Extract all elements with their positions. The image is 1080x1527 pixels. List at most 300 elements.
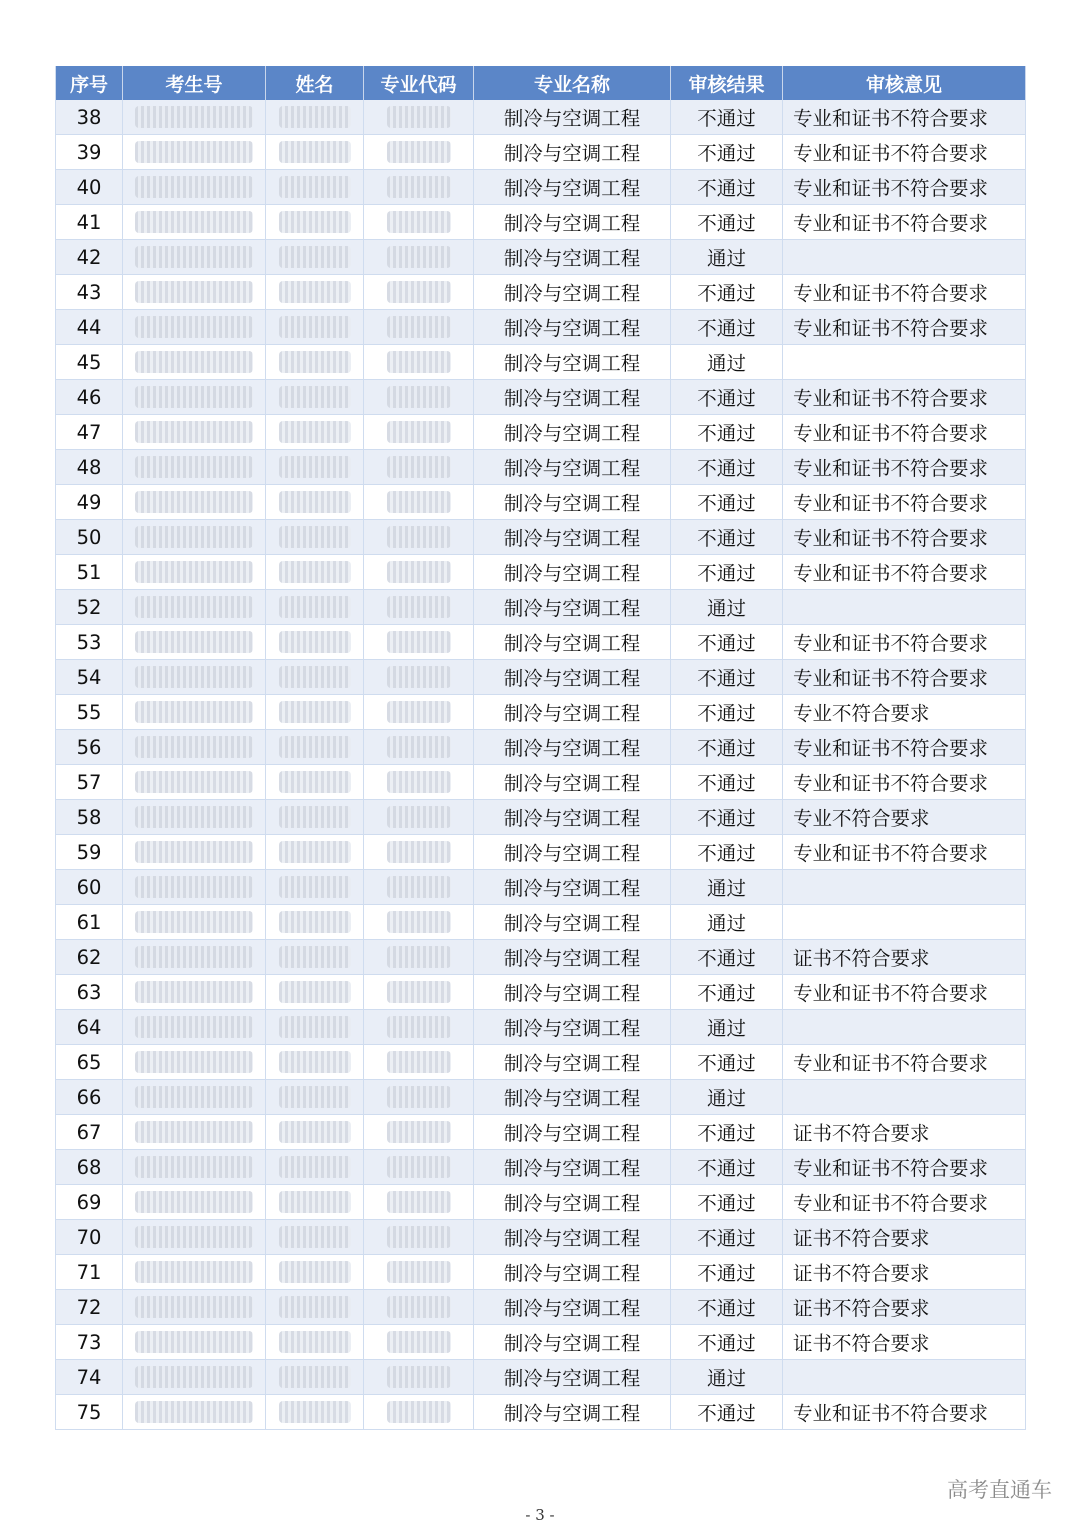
cell-remark: 证书不符合要求: [783, 1220, 1026, 1255]
cell-major-code-redacted: [364, 1360, 474, 1395]
table-row: [56, 1080, 1026, 1115]
redacted-blur: [387, 1296, 451, 1318]
cell-exam-id-redacted: [123, 1255, 266, 1290]
redacted-blur: [387, 666, 451, 688]
cell-seq: 73: [56, 1325, 123, 1360]
cell-major-name: 制冷与空调工程: [474, 765, 671, 800]
cell-name-redacted: [266, 905, 364, 940]
cell-major-name: 制冷与空调工程: [474, 240, 671, 275]
table-row: [56, 450, 1026, 485]
cell-major-code-redacted: [364, 135, 474, 170]
cell-result: 不通过: [671, 275, 783, 310]
cell-name-redacted: [266, 940, 364, 975]
cell-major-code-redacted: [364, 1150, 474, 1185]
cell-major-code-redacted: [364, 100, 474, 135]
cell-name-redacted: [266, 1010, 364, 1045]
cell-seq: 75: [56, 1395, 123, 1430]
redacted-blur: [135, 1366, 253, 1388]
cell-seq: 66: [56, 1080, 123, 1115]
cell-name-redacted: [266, 590, 364, 625]
redacted-blur: [135, 981, 253, 1003]
cell-exam-id-redacted: [123, 170, 266, 205]
cell-major-name: 制冷与空调工程: [474, 835, 671, 870]
cell-major-code-redacted: [364, 660, 474, 695]
redacted-blur: [387, 456, 451, 478]
cell-major-code-redacted: [364, 1045, 474, 1080]
table-row: [56, 345, 1026, 380]
cell-seq: 71: [56, 1255, 123, 1290]
redacted-blur: [279, 1261, 351, 1283]
cell-remark: [783, 345, 1026, 380]
cell-exam-id-redacted: [123, 555, 266, 590]
cell-exam-id-redacted: [123, 345, 266, 380]
cell-seq: 74: [56, 1360, 123, 1395]
cell-seq: 46: [56, 380, 123, 415]
redacted-blur: [279, 1086, 351, 1108]
redacted-blur: [387, 491, 451, 513]
cell-exam-id-redacted: [123, 1115, 266, 1150]
cell-major-name: 制冷与空调工程: [474, 1220, 671, 1255]
cell-name-redacted: [266, 1395, 364, 1430]
redacted-blur: [279, 456, 351, 478]
cell-remark: 专业和证书不符合要求: [783, 835, 1026, 870]
cell-exam-id-redacted: [123, 1080, 266, 1115]
redacted-blur: [387, 526, 451, 548]
cell-exam-id-redacted: [123, 310, 266, 345]
cell-remark: 专业和证书不符合要求: [783, 625, 1026, 660]
cell-major-name: 制冷与空调工程: [474, 205, 671, 240]
redacted-blur: [135, 316, 253, 338]
cell-exam-id-redacted: [123, 1360, 266, 1395]
cell-exam-id-redacted: [123, 1325, 266, 1360]
redacted-blur: [387, 736, 451, 758]
redacted-blur: [387, 281, 451, 303]
cell-major-name: 制冷与空调工程: [474, 380, 671, 415]
table-row: [56, 660, 1026, 695]
cell-exam-id-redacted: [123, 660, 266, 695]
cell-exam-id-redacted: [123, 1395, 266, 1430]
col-header-major-name: 专业名称: [474, 66, 671, 100]
cell-major-name: 制冷与空调工程: [474, 975, 671, 1010]
redacted-blur: [279, 421, 351, 443]
redacted-blur: [279, 1016, 351, 1038]
cell-seq: 50: [56, 520, 123, 555]
cell-name-redacted: [266, 625, 364, 660]
redacted-blur: [135, 771, 253, 793]
cell-result: 不通过: [671, 1395, 783, 1430]
redacted-blur: [279, 946, 351, 968]
cell-result: 不通过: [671, 835, 783, 870]
table-row: [56, 1255, 1026, 1290]
redacted-blur: [135, 701, 253, 723]
redacted-blur: [387, 386, 451, 408]
cell-exam-id-redacted: [123, 135, 266, 170]
redacted-blur: [135, 1226, 253, 1248]
cell-remark: [783, 590, 1026, 625]
cell-major-code-redacted: [364, 1115, 474, 1150]
redacted-blur: [387, 1051, 451, 1073]
cell-name-redacted: [266, 275, 364, 310]
cell-remark: 证书不符合要求: [783, 1115, 1026, 1150]
redacted-blur: [387, 141, 451, 163]
redacted-blur: [279, 561, 351, 583]
cell-seq: 68: [56, 1150, 123, 1185]
cell-result: 不通过: [671, 1185, 783, 1220]
cell-major-name: 制冷与空调工程: [474, 625, 671, 660]
redacted-blur: [279, 141, 351, 163]
cell-name-redacted: [266, 1080, 364, 1115]
redacted-blur: [279, 596, 351, 618]
table-row: [56, 870, 1026, 905]
table-row: [56, 800, 1026, 835]
cell-name-redacted: [266, 135, 364, 170]
cell-major-code-redacted: [364, 625, 474, 660]
redacted-blur: [387, 351, 451, 373]
cell-remark: 专业和证书不符合要求: [783, 275, 1026, 310]
redacted-blur: [279, 876, 351, 898]
cell-result: 不通过: [671, 940, 783, 975]
cell-remark: 专业和证书不符合要求: [783, 1395, 1026, 1430]
cell-major-code-redacted: [364, 590, 474, 625]
redacted-blur: [279, 911, 351, 933]
cell-remark: 专业和证书不符合要求: [783, 135, 1026, 170]
cell-result: 不通过: [671, 380, 783, 415]
table-row: [56, 1220, 1026, 1255]
cell-seq: 63: [56, 975, 123, 1010]
table-row: [56, 100, 1026, 135]
cell-name-redacted: [266, 100, 364, 135]
cell-major-name: 制冷与空调工程: [474, 870, 671, 905]
cell-name-redacted: [266, 1185, 364, 1220]
col-header-name: 姓名: [266, 66, 364, 100]
redacted-blur: [387, 1121, 451, 1143]
table-row: [56, 1010, 1026, 1045]
cell-result: 通过: [671, 870, 783, 905]
cell-major-code-redacted: [364, 240, 474, 275]
cell-name-redacted: [266, 1325, 364, 1360]
table-row: [56, 765, 1026, 800]
cell-name-redacted: [266, 1360, 364, 1395]
redacted-blur: [279, 351, 351, 373]
cell-major-name: 制冷与空调工程: [474, 1360, 671, 1395]
table-row: [56, 905, 1026, 940]
redacted-blur: [387, 246, 451, 268]
cell-name-redacted: [266, 975, 364, 1010]
cell-major-code-redacted: [364, 975, 474, 1010]
cell-result: 不通过: [671, 1255, 783, 1290]
table-row: [56, 730, 1026, 765]
redacted-blur: [135, 561, 253, 583]
cell-major-name: 制冷与空调工程: [474, 1150, 671, 1185]
cell-exam-id-redacted: [123, 940, 266, 975]
col-header-major-code: 专业代码: [364, 66, 474, 100]
cell-major-code-redacted: [364, 555, 474, 590]
cell-major-name: 制冷与空调工程: [474, 905, 671, 940]
cell-seq: 69: [56, 1185, 123, 1220]
cell-name-redacted: [266, 765, 364, 800]
cell-seq: 49: [56, 485, 123, 520]
redacted-blur: [135, 631, 253, 653]
cell-exam-id-redacted: [123, 1185, 266, 1220]
table-row: [56, 1150, 1026, 1185]
cell-result: 不通过: [671, 1150, 783, 1185]
redacted-blur: [279, 771, 351, 793]
cell-exam-id-redacted: [123, 240, 266, 275]
cell-major-name: 制冷与空调工程: [474, 450, 671, 485]
cell-major-code-redacted: [364, 415, 474, 450]
cell-major-code-redacted: [364, 1185, 474, 1220]
redacted-blur: [387, 1261, 451, 1283]
redacted-blur: [135, 806, 253, 828]
cell-result: 通过: [671, 1010, 783, 1045]
cell-name-redacted: [266, 310, 364, 345]
cell-name-redacted: [266, 485, 364, 520]
cell-result: 不通过: [671, 485, 783, 520]
cell-name-redacted: [266, 170, 364, 205]
cell-major-name: 制冷与空调工程: [474, 310, 671, 345]
cell-remark: 专业和证书不符合要求: [783, 660, 1026, 695]
redacted-blur: [387, 981, 451, 1003]
redacted-blur: [135, 456, 253, 478]
cell-exam-id-redacted: [123, 1150, 266, 1185]
cell-major-code-redacted: [364, 835, 474, 870]
cell-major-code-redacted: [364, 275, 474, 310]
cell-major-code-redacted: [364, 205, 474, 240]
redacted-blur: [135, 911, 253, 933]
redacted-blur: [135, 351, 253, 373]
cell-exam-id-redacted: [123, 520, 266, 555]
table-row: [56, 835, 1026, 870]
redacted-blur: [279, 1331, 351, 1353]
cell-result: 通过: [671, 1360, 783, 1395]
redacted-blur: [135, 386, 253, 408]
cell-major-code-redacted: [364, 345, 474, 380]
cell-exam-id-redacted: [123, 695, 266, 730]
redacted-blur: [135, 106, 253, 128]
redacted-blur: [387, 211, 451, 233]
cell-major-code-redacted: [364, 485, 474, 520]
cell-major-name: 制冷与空调工程: [474, 520, 671, 555]
redacted-blur: [387, 561, 451, 583]
cell-exam-id-redacted: [123, 905, 266, 940]
table-row: [56, 555, 1026, 590]
cell-major-code-redacted: [364, 1220, 474, 1255]
redacted-blur: [387, 841, 451, 863]
redacted-blur: [387, 1401, 451, 1423]
cell-seq: 39: [56, 135, 123, 170]
cell-seq: 72: [56, 1290, 123, 1325]
redacted-blur: [135, 526, 253, 548]
table-row: [56, 940, 1026, 975]
cell-remark: 专业和证书不符合要求: [783, 380, 1026, 415]
cell-major-code-redacted: [364, 310, 474, 345]
cell-seq: 52: [56, 590, 123, 625]
table-row: [56, 1395, 1026, 1430]
cell-name-redacted: [266, 800, 364, 835]
cell-major-name: 制冷与空调工程: [474, 1080, 671, 1115]
redacted-blur: [279, 281, 351, 303]
redacted-blur: [279, 1401, 351, 1423]
page-number: - 3 -: [525, 1506, 555, 1524]
cell-name-redacted: [266, 1290, 364, 1325]
cell-result: 不通过: [671, 135, 783, 170]
redacted-blur: [135, 1261, 253, 1283]
cell-major-code-redacted: [364, 520, 474, 555]
cell-seq: 54: [56, 660, 123, 695]
cell-major-code-redacted: [364, 1325, 474, 1360]
table-row: [56, 135, 1026, 170]
redacted-blur: [279, 526, 351, 548]
cell-remark: 专业和证书不符合要求: [783, 555, 1026, 590]
table-row: [56, 240, 1026, 275]
cell-exam-id-redacted: [123, 625, 266, 660]
cell-seq: 59: [56, 835, 123, 870]
redacted-blur: [387, 106, 451, 128]
table-row: [56, 590, 1026, 625]
col-header-remark: 审核意见: [783, 66, 1026, 100]
cell-exam-id-redacted: [123, 450, 266, 485]
redacted-blur: [279, 176, 351, 198]
redacted-blur: [135, 1121, 253, 1143]
cell-seq: 58: [56, 800, 123, 835]
cell-remark: 专业和证书不符合要求: [783, 100, 1026, 135]
redacted-blur: [387, 771, 451, 793]
cell-remark: 证书不符合要求: [783, 1290, 1026, 1325]
cell-result: 通过: [671, 905, 783, 940]
cell-exam-id-redacted: [123, 485, 266, 520]
redacted-blur: [135, 1156, 253, 1178]
cell-name-redacted: [266, 240, 364, 275]
cell-seq: 56: [56, 730, 123, 765]
cell-result: 不通过: [671, 975, 783, 1010]
cell-name-redacted: [266, 555, 364, 590]
cell-major-name: 制冷与空调工程: [474, 1325, 671, 1360]
redacted-blur: [279, 1121, 351, 1143]
table-row: [56, 415, 1026, 450]
cell-result: 通过: [671, 345, 783, 380]
table-row: [56, 1045, 1026, 1080]
cell-seq: 38: [56, 100, 123, 135]
cell-exam-id-redacted: [123, 380, 266, 415]
table-row: [56, 310, 1026, 345]
cell-seq: 51: [56, 555, 123, 590]
cell-remark: 专业和证书不符合要求: [783, 520, 1026, 555]
cell-result: 不通过: [671, 1115, 783, 1150]
cell-name-redacted: [266, 1045, 364, 1080]
redacted-blur: [279, 666, 351, 688]
cell-remark: 证书不符合要求: [783, 1255, 1026, 1290]
cell-result: 不通过: [671, 1290, 783, 1325]
cell-result: 不通过: [671, 310, 783, 345]
col-header-seq: 序号: [56, 66, 123, 100]
redacted-blur: [135, 876, 253, 898]
cell-remark: 专业和证书不符合要求: [783, 1185, 1026, 1220]
redacted-blur: [387, 421, 451, 443]
cell-remark: [783, 870, 1026, 905]
cell-result: 不通过: [671, 1325, 783, 1360]
cell-exam-id-redacted: [123, 800, 266, 835]
cell-seq: 57: [56, 765, 123, 800]
cell-name-redacted: [266, 695, 364, 730]
cell-name-redacted: [266, 1220, 364, 1255]
table-row: [56, 520, 1026, 555]
redacted-blur: [135, 1191, 253, 1213]
redacted-blur: [279, 106, 351, 128]
redacted-blur: [387, 176, 451, 198]
cell-name-redacted: [266, 520, 364, 555]
cell-name-redacted: [266, 415, 364, 450]
cell-result: 不通过: [671, 660, 783, 695]
cell-remark: 证书不符合要求: [783, 1325, 1026, 1360]
cell-major-name: 制冷与空调工程: [474, 730, 671, 765]
cell-major-code-redacted: [364, 905, 474, 940]
cell-result: 不通过: [671, 765, 783, 800]
cell-remark: [783, 1080, 1026, 1115]
redacted-blur: [279, 806, 351, 828]
cell-seq: 61: [56, 905, 123, 940]
table-row: [56, 625, 1026, 660]
cell-seq: 65: [56, 1045, 123, 1080]
cell-seq: 41: [56, 205, 123, 240]
cell-result: 通过: [671, 590, 783, 625]
redacted-blur: [135, 841, 253, 863]
cell-remark: [783, 240, 1026, 275]
cell-major-name: 制冷与空调工程: [474, 1255, 671, 1290]
cell-major-code-redacted: [364, 695, 474, 730]
cell-exam-id-redacted: [123, 870, 266, 905]
redacted-blur: [387, 1331, 451, 1353]
cell-remark: 专业和证书不符合要求: [783, 730, 1026, 765]
review-results-table: [55, 66, 1026, 1430]
redacted-blur: [387, 701, 451, 723]
cell-remark: 专业和证书不符合要求: [783, 1150, 1026, 1185]
table-row: [56, 1325, 1026, 1360]
cell-seq: 62: [56, 940, 123, 975]
cell-exam-id-redacted: [123, 205, 266, 240]
cell-major-code-redacted: [364, 730, 474, 765]
redacted-blur: [279, 1296, 351, 1318]
cell-major-name: 制冷与空调工程: [474, 345, 671, 380]
cell-major-code-redacted: [364, 800, 474, 835]
table-row: [56, 1290, 1026, 1325]
table-row: [56, 275, 1026, 310]
cell-major-code-redacted: [364, 1290, 474, 1325]
cell-exam-id-redacted: [123, 975, 266, 1010]
redacted-blur: [279, 631, 351, 653]
redacted-blur: [135, 281, 253, 303]
cell-name-redacted: [266, 660, 364, 695]
cell-major-name: 制冷与空调工程: [474, 1045, 671, 1080]
cell-major-code-redacted: [364, 380, 474, 415]
cell-result: 不通过: [671, 450, 783, 485]
watermark: 高考直通车: [947, 1478, 1052, 1502]
cell-result: 不通过: [671, 205, 783, 240]
redacted-blur: [387, 316, 451, 338]
table-row: [56, 695, 1026, 730]
cell-major-name: 制冷与空调工程: [474, 1010, 671, 1045]
redacted-blur: [135, 666, 253, 688]
cell-remark: 专业和证书不符合要求: [783, 485, 1026, 520]
cell-remark: 专业不符合要求: [783, 695, 1026, 730]
redacted-blur: [279, 736, 351, 758]
cell-exam-id-redacted: [123, 590, 266, 625]
cell-exam-id-redacted: [123, 1010, 266, 1045]
cell-major-name: 制冷与空调工程: [474, 485, 671, 520]
cell-result: 不通过: [671, 1045, 783, 1080]
cell-result: 不通过: [671, 520, 783, 555]
cell-result: 不通过: [671, 730, 783, 765]
redacted-blur: [135, 1331, 253, 1353]
